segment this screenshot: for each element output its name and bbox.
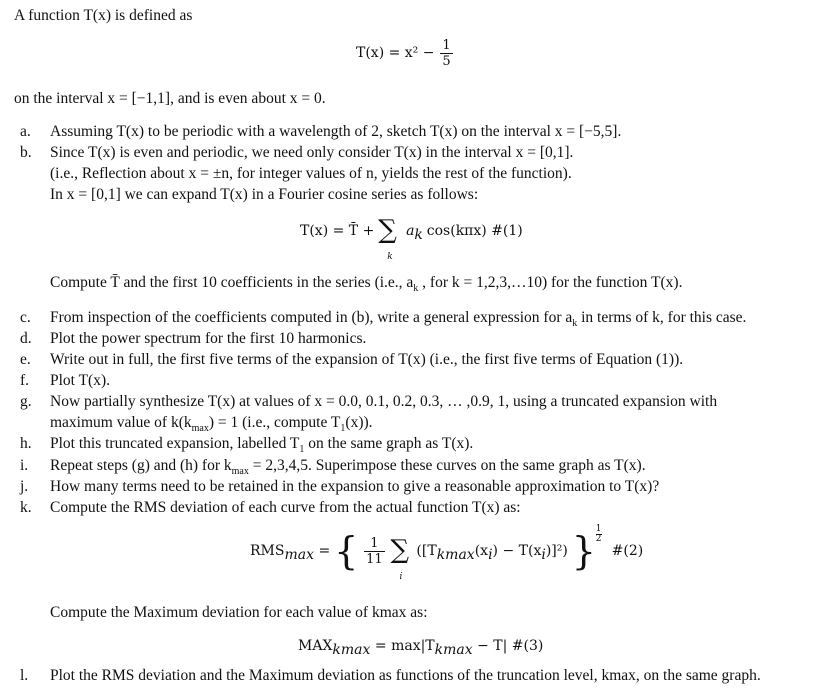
item-j: j. How many terms need to be retained in the expansion to give a reasonable approximation to T(x)?	[20, 478, 660, 495]
equation-1: T(x) = T̄ + ∑ k $a_k$ cos(kπx) #(1)	[300, 214, 523, 262]
item-b-line2: (i.e., Reflection about x = ±n, for integer values of n, yields the rest of the function).	[50, 165, 572, 182]
item-h: h. Plot this truncated expansion, labelled $T_1$ on the same graph as T(x).	[20, 435, 474, 456]
intro-line2: on the interval x = [−1,1], and is even about x = 0.	[14, 90, 326, 107]
item-g-line2: maximum value of $k(k_{max}) = 1$ (i.e., compute $T_1(x)$).	[50, 414, 373, 435]
item-k: k. Compute the RMS deviation of each curve from the actual function T(x) as:	[20, 499, 521, 516]
item-b-line4: Compute T̄ and the first 10 coefficients in the series (i.e., $a_k$ , for k = 1,2,3,…10) for the function T(x).	[50, 274, 683, 295]
item-f: f. Plot T(x).	[20, 372, 110, 389]
intro-line1: A function T(x) is defined as	[14, 7, 193, 24]
equation-3-max: $MAX_{kmax} = \max|T_{kmax} - T|$ #(3)	[298, 638, 544, 659]
item-i: i. Repeat steps (g) and (h) for $k_{max} = 2,3,4,5$. Superimpose these curves on the same graph as T(x).	[20, 457, 646, 478]
equation-T-definition: T(x) = x² − $\frac{1}{5}$	[356, 38, 451, 69]
equation-2-rms: $RMS_{max}$ = { $\frac{1}{11}$ ∑ i $([T_{kmax}(x_i) - T(x_i)]^2)$ } 1 2 #(2)	[250, 524, 644, 583]
item-g: g. Now partially synthesize T(x) at values of x = 0.0, 0.1, 0.2, 0.3, … ,0.9, 1, using a truncated expansion with	[20, 393, 718, 410]
item-b: b. Since T(x) is even and periodic, we need only consider T(x) in the interval x = [0,1].	[20, 144, 574, 161]
item-e: e. Write out in full, the first five terms of the expansion of T(x) (i.e., the first five terms of Equation (1)).	[20, 351, 684, 368]
item-k-max-text: Compute the Maximum deviation for each value of kmax as:	[50, 604, 428, 621]
item-c: c. From inspection of the coefficients computed in (b), write a general expression for $a_k$ in terms of k, for this case.	[20, 309, 747, 330]
item-l: l. Plot the RMS deviation and the Maximum deviation as functions of the truncation level, kmax, on the same graph.	[20, 667, 761, 684]
item-b-line3: In x = [0,1] we can expand T(x) in a Fourier cosine series as follows:	[50, 186, 479, 203]
item-a: a. Assuming T(x) to be periodic with a wavelength of 2, sketch T(x) on the interval x = [−5,5].	[20, 123, 622, 140]
item-d: d. Plot the power spectrum for the first 10 harmonics.	[20, 330, 367, 347]
